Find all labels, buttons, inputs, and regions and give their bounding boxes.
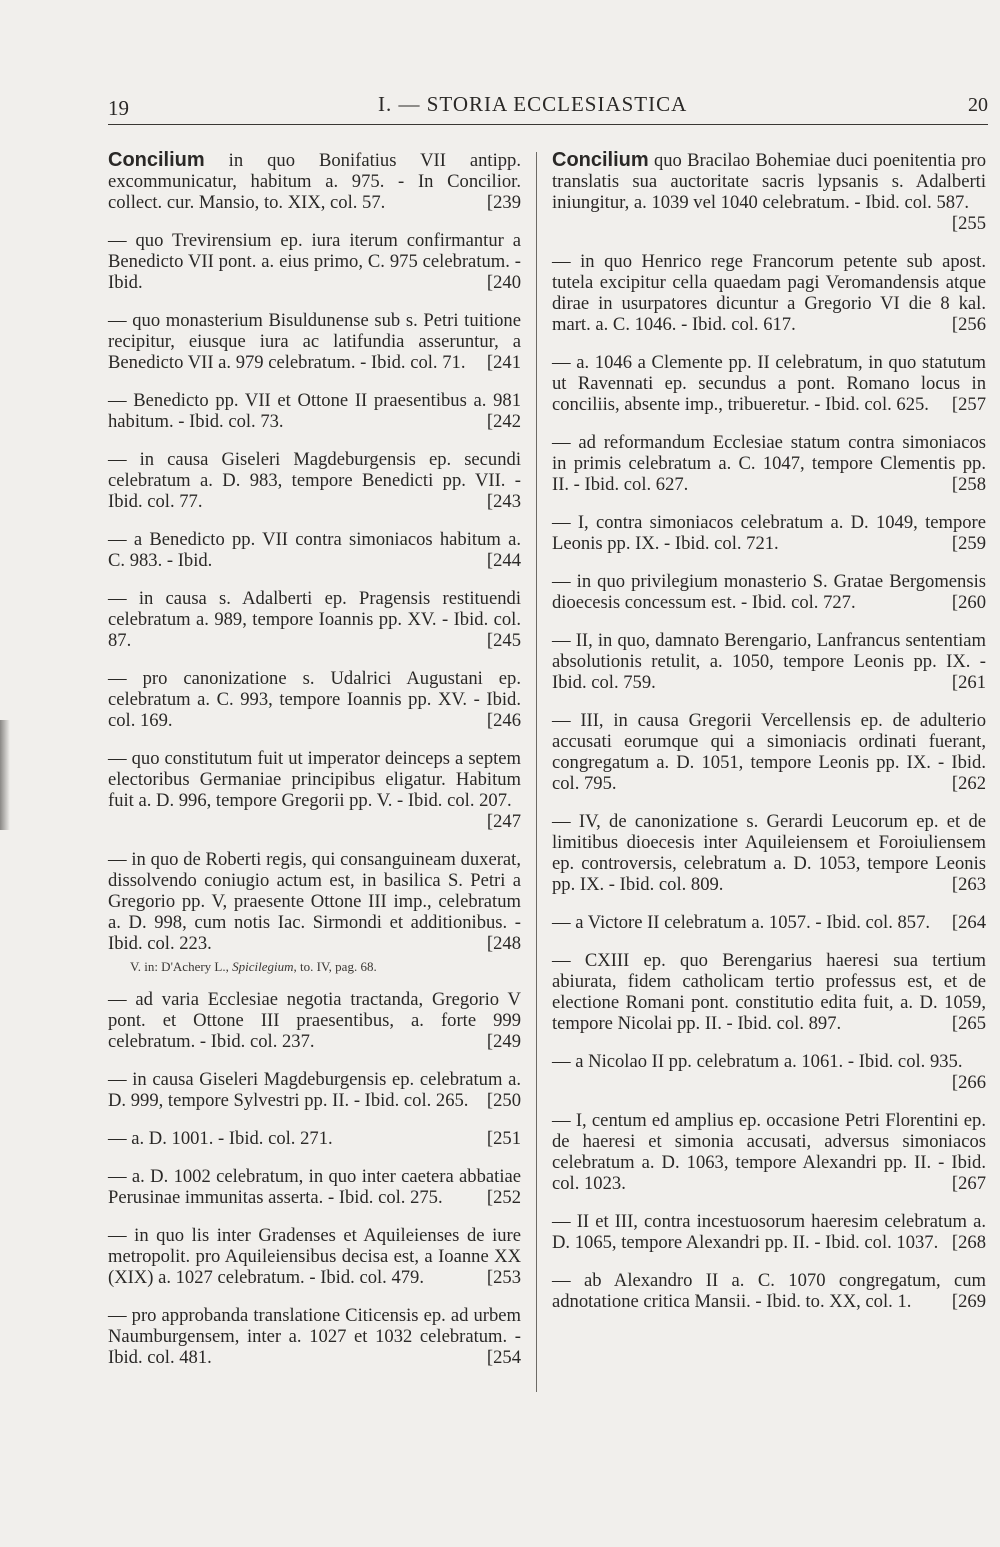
index-entry: [108, 668, 521, 731]
entry-number: [262: [951, 773, 986, 794]
entry-text: — a Benedicto pp. VII contra simoniacos habitum a. C. 983. - Ibid.: [108, 529, 521, 571]
entry-text: — a. 1046 a Clemente pp. II celebratum, in quo statutum ut Ravennati ep. secundus a pont. Romano locus in conciliis, absente imp., tribueretur. - Ibid. col. 625.: [552, 352, 986, 415]
entry-text: — in causa Giseleri Magdeburgensis ep. celebratum a. D. 999, tempore Sylvestri pp. II. - Ibid. col. 265.: [108, 1069, 521, 1111]
index-entry: [552, 512, 986, 554]
entry-number: [249: [486, 1031, 521, 1052]
entry-number: [247: [486, 811, 521, 832]
entry-number: [240: [486, 272, 521, 293]
entry-number: [244: [486, 550, 521, 571]
page-gutter-shadow: [0, 720, 10, 830]
entry-text: — quo monasterium Bisuldunense sub s. Petri tuitione recipitur, eiusque iura ac latifundia asseruntur, a Benedicto VII a. 979 celebratum. - Ibid. col. 71.: [108, 310, 521, 373]
entry-number: [254: [486, 1347, 521, 1368]
entry-text: — Benedicto pp. VII et Ottone II praesentibus a. 981 habitum. - Ibid. col. 73.: [108, 390, 521, 432]
entry-number: [252: [486, 1187, 521, 1208]
note-title: Spicilegium: [232, 959, 294, 974]
note-suffix: , to. IV, pag. 68.: [293, 959, 377, 974]
entry-text: — in quo lis inter Gradenses et Aquileienses de iure metropolit. pro Aquileiensibus decisa est, a Ioanne XX (XIX) a. 1027 celebratum. - Ibid. col. 479.: [108, 1225, 521, 1288]
index-entry: [552, 950, 986, 1034]
entry-number: [239: [486, 192, 521, 213]
index-entry: [108, 310, 521, 373]
index-entry: [108, 1166, 521, 1208]
entry-number: [253: [486, 1267, 521, 1288]
column-divider: [536, 152, 537, 1392]
index-entry: [552, 630, 986, 693]
index-entry: [552, 1110, 986, 1194]
entry-number: [245: [486, 630, 521, 651]
entry-number: [243: [486, 491, 521, 512]
index-entry: [552, 352, 986, 415]
entry-number: [267: [951, 1173, 986, 1194]
index-entry: [552, 1211, 986, 1253]
entry-number: [255: [951, 213, 986, 234]
right-column: [552, 150, 986, 1329]
page-number-left: 19: [108, 96, 129, 120]
entry-headword: Concilium: [108, 149, 205, 171]
index-entry: [552, 1051, 986, 1093]
index-entry: [552, 1270, 986, 1312]
index-entry: [108, 1069, 521, 1111]
index-entry: [108, 529, 521, 571]
entry-number: [250: [486, 1090, 521, 1111]
entry-text: — pro approbanda translatione Citicensis ep. ad urbem Naumburgensem, inter a. 1027 et 1032 celebratum. - Ibid. col. 481.: [108, 1305, 521, 1368]
entry-text: — a. D. 1002 celebratum, in quo inter caetera abbatiae Perusinae immunitas asserta. - Ibid. col. 275.: [108, 1166, 521, 1208]
index-entry: [552, 912, 986, 933]
index-entry: [108, 1225, 521, 1288]
entry-number: [246: [486, 710, 521, 731]
entry-text: — ab Alexandro II a. C. 1070 congregatum, cum adnotatione critica Mansii. - Ibid. to. XX, col. 1.: [552, 1270, 986, 1312]
page-number-right: 20: [968, 94, 988, 116]
entry-text: — in quo privilegium monasterio S. Gratae Bergomensis dioecesis concessum est. - Ibid. col. 727.: [552, 571, 986, 613]
entry-number: [260: [951, 592, 986, 613]
index-entry: [552, 811, 986, 895]
entry-number: [251: [486, 1128, 521, 1149]
entry-text: — in causa s. Adalberti ep. Pragensis restituendi celebratum a. 989, tempore Ioannis pp. XV. - Ibid. col. 87.: [108, 588, 521, 651]
index-entry: [108, 1128, 521, 1149]
entry-number: [241: [486, 352, 521, 373]
entry-text: — IV, de canonizatione s. Gerardi Leucorum ep. et de limitibus dioecesis inter Aquileiensem et Foroiuliensem ep. controversis, celebratum a. D. 1053, tempore Leonis pp. IX. - Ibid. col. 809.: [552, 811, 986, 895]
index-entry: [552, 251, 986, 335]
index-entry: [108, 150, 521, 213]
entry-text: — II et III, contra incestuosorum haeresim celebratum a. D. 1065, tempore Alexandri pp. II. - Ibid. col. 1037.: [552, 1211, 986, 1253]
entry-text: — ad reformandum Ecclesiae statum contra simoniacos in primis celebratum a. C. 1047, tempore Clementis pp. II. - Ibid. col. 627.: [552, 432, 986, 495]
entry-number: [265: [951, 1013, 986, 1034]
index-entry: [108, 989, 521, 1052]
entry-text: — a Nicolao II pp. celebratum a. 1061. - Ibid. col. 935.: [552, 1051, 963, 1072]
entry-text: quo Bracilao Bohemiae duci poenitentia pro translatis sua auctoritate sacris lypsanis s. Adalberti iniungitur, a. 1039 vel 1040 celebratum. - Ibid. col. 587.: [552, 150, 986, 213]
entry-number: [264: [951, 912, 986, 933]
entry-text: — pro canonizatione s. Udalrici Augustani ep. celebratum a. C. 993, tempore Ioannis pp. XV. - Ibid. col. 169.: [108, 668, 521, 731]
entry-number: [248: [486, 933, 521, 954]
note-prefix: V. in: D'Achery L.,: [130, 959, 233, 974]
entry-text: — in quo de Roberti regis, qui consanguineam duxerat, dissolvendo coniugio actum est, in basilica S. Petri a Gregorio pp. V, praesente Ottone III imp., celebratum a. D. 998, cum notis Iac. Sirmondi et additionibus. - Ibid. col. 223.: [108, 849, 521, 954]
index-entry: [108, 588, 521, 651]
entry-number: [263: [951, 874, 986, 895]
left-column: [108, 150, 521, 1385]
entry-number: [242: [486, 411, 521, 432]
entry-text: — quo Trevirensium ep. iura iterum confirmantur a Benedicto VII pont. a. eius primo, C. 975 celebratum. - Ibid.: [108, 230, 521, 293]
index-entry: [552, 432, 986, 495]
index-entry: [552, 150, 986, 234]
index-entry: [108, 449, 521, 512]
entry-number: [261: [951, 672, 986, 693]
page-header: [108, 90, 988, 125]
entry-text: — a. D. 1001. - Ibid. col. 271.: [108, 1128, 333, 1149]
entry-text: — II, in quo, damnato Berengario, Lanfrancus sententiam absolutionis retulit, a. 1050, tempore Leonis pp. IX. - Ibid. col. 759.: [552, 630, 986, 693]
entry-number: [269: [951, 1291, 986, 1312]
entry-number: [258: [951, 474, 986, 495]
index-entry: [108, 748, 521, 832]
entry-text: — a Victore II celebratum a. 1057. - Ibid. col. 857.: [552, 912, 931, 933]
index-entry: [108, 390, 521, 432]
entry-number: [268: [951, 1232, 986, 1253]
entry-number: [259: [951, 533, 986, 554]
entry-text: — in quo Henrico rege Francorum petente sub apost. tutela excipitur cella quaedam pagi Veromandensis atque dirae in usurpatores dicuntur a Gregorio VI die 8 kal. mart. a. C. 1046. - Ibid. col. 617.: [552, 251, 986, 335]
index-entry: [108, 230, 521, 293]
entry-text: — quo constitutum fuit ut imperator deinceps a septem electoribus Germaniae principibus eligatur. Habitum fuit a. D. 996, tempore Gregorii pp. V. - Ibid. col. 207.: [108, 748, 521, 811]
entry-text: — III, in causa Gregorii Vercellensis ep. de adulterio accusati eorumque qui a simoniacis ordinati fuerant, congregatum a. D. 1051, tempore Leonis pp. IX. - Ibid. col. 795.: [552, 710, 986, 794]
entry-note: [130, 959, 521, 975]
entry-text: — ad varia Ecclesiae negotia tractanda, Gregorio V pont. et Ottone III praesentibus, a. forte 999 celebratum. - Ibid. col. 237.: [108, 989, 521, 1052]
entry-text: in quo Bonifatius VII antipp. excommunicatur, habitum a. 975. - In Concilior. collect. cur. Mansio, to. XIX, col. 57.: [108, 150, 521, 213]
entry-text: — I, contra simoniacos celebratum a. D. 1049, tempore Leonis pp. IX. - Ibid. col. 721.: [552, 512, 986, 554]
index-entry: [552, 710, 986, 794]
entry-number: [257: [951, 394, 986, 415]
entry-number: [256: [951, 314, 986, 335]
entry-text: — in causa Giseleri Magdeburgensis ep. secundi celebratum a. D. 983, tempore Benedicti pp. VII. - Ibid. col. 77.: [108, 449, 521, 512]
entry-number: [266: [951, 1072, 986, 1093]
index-entry: [108, 849, 521, 954]
entry-headword: Concilium: [552, 149, 649, 171]
entry-text: — CXIII ep. quo Berengarius haeresi sua tertium abiurata, fidem catholicam tertio professus est, et de electione Romani pont. constitutio edita fuit, a. D. 1059, tempore Nicolai pp. II. - Ibid. col. 897.: [552, 950, 986, 1034]
index-entry: [108, 1305, 521, 1368]
entry-text: — I, centum ed amplius ep. occasione Petri Florentini ep. de haeresi et simonia accusati, adversus simoniacos celebratum a. D. 1063, tempore Alexandri pp. II. - Ibid. col. 1023.: [552, 1110, 986, 1194]
index-entry: [552, 571, 986, 613]
running-title: I. — STORIA ECCLESIASTICA: [378, 92, 688, 116]
